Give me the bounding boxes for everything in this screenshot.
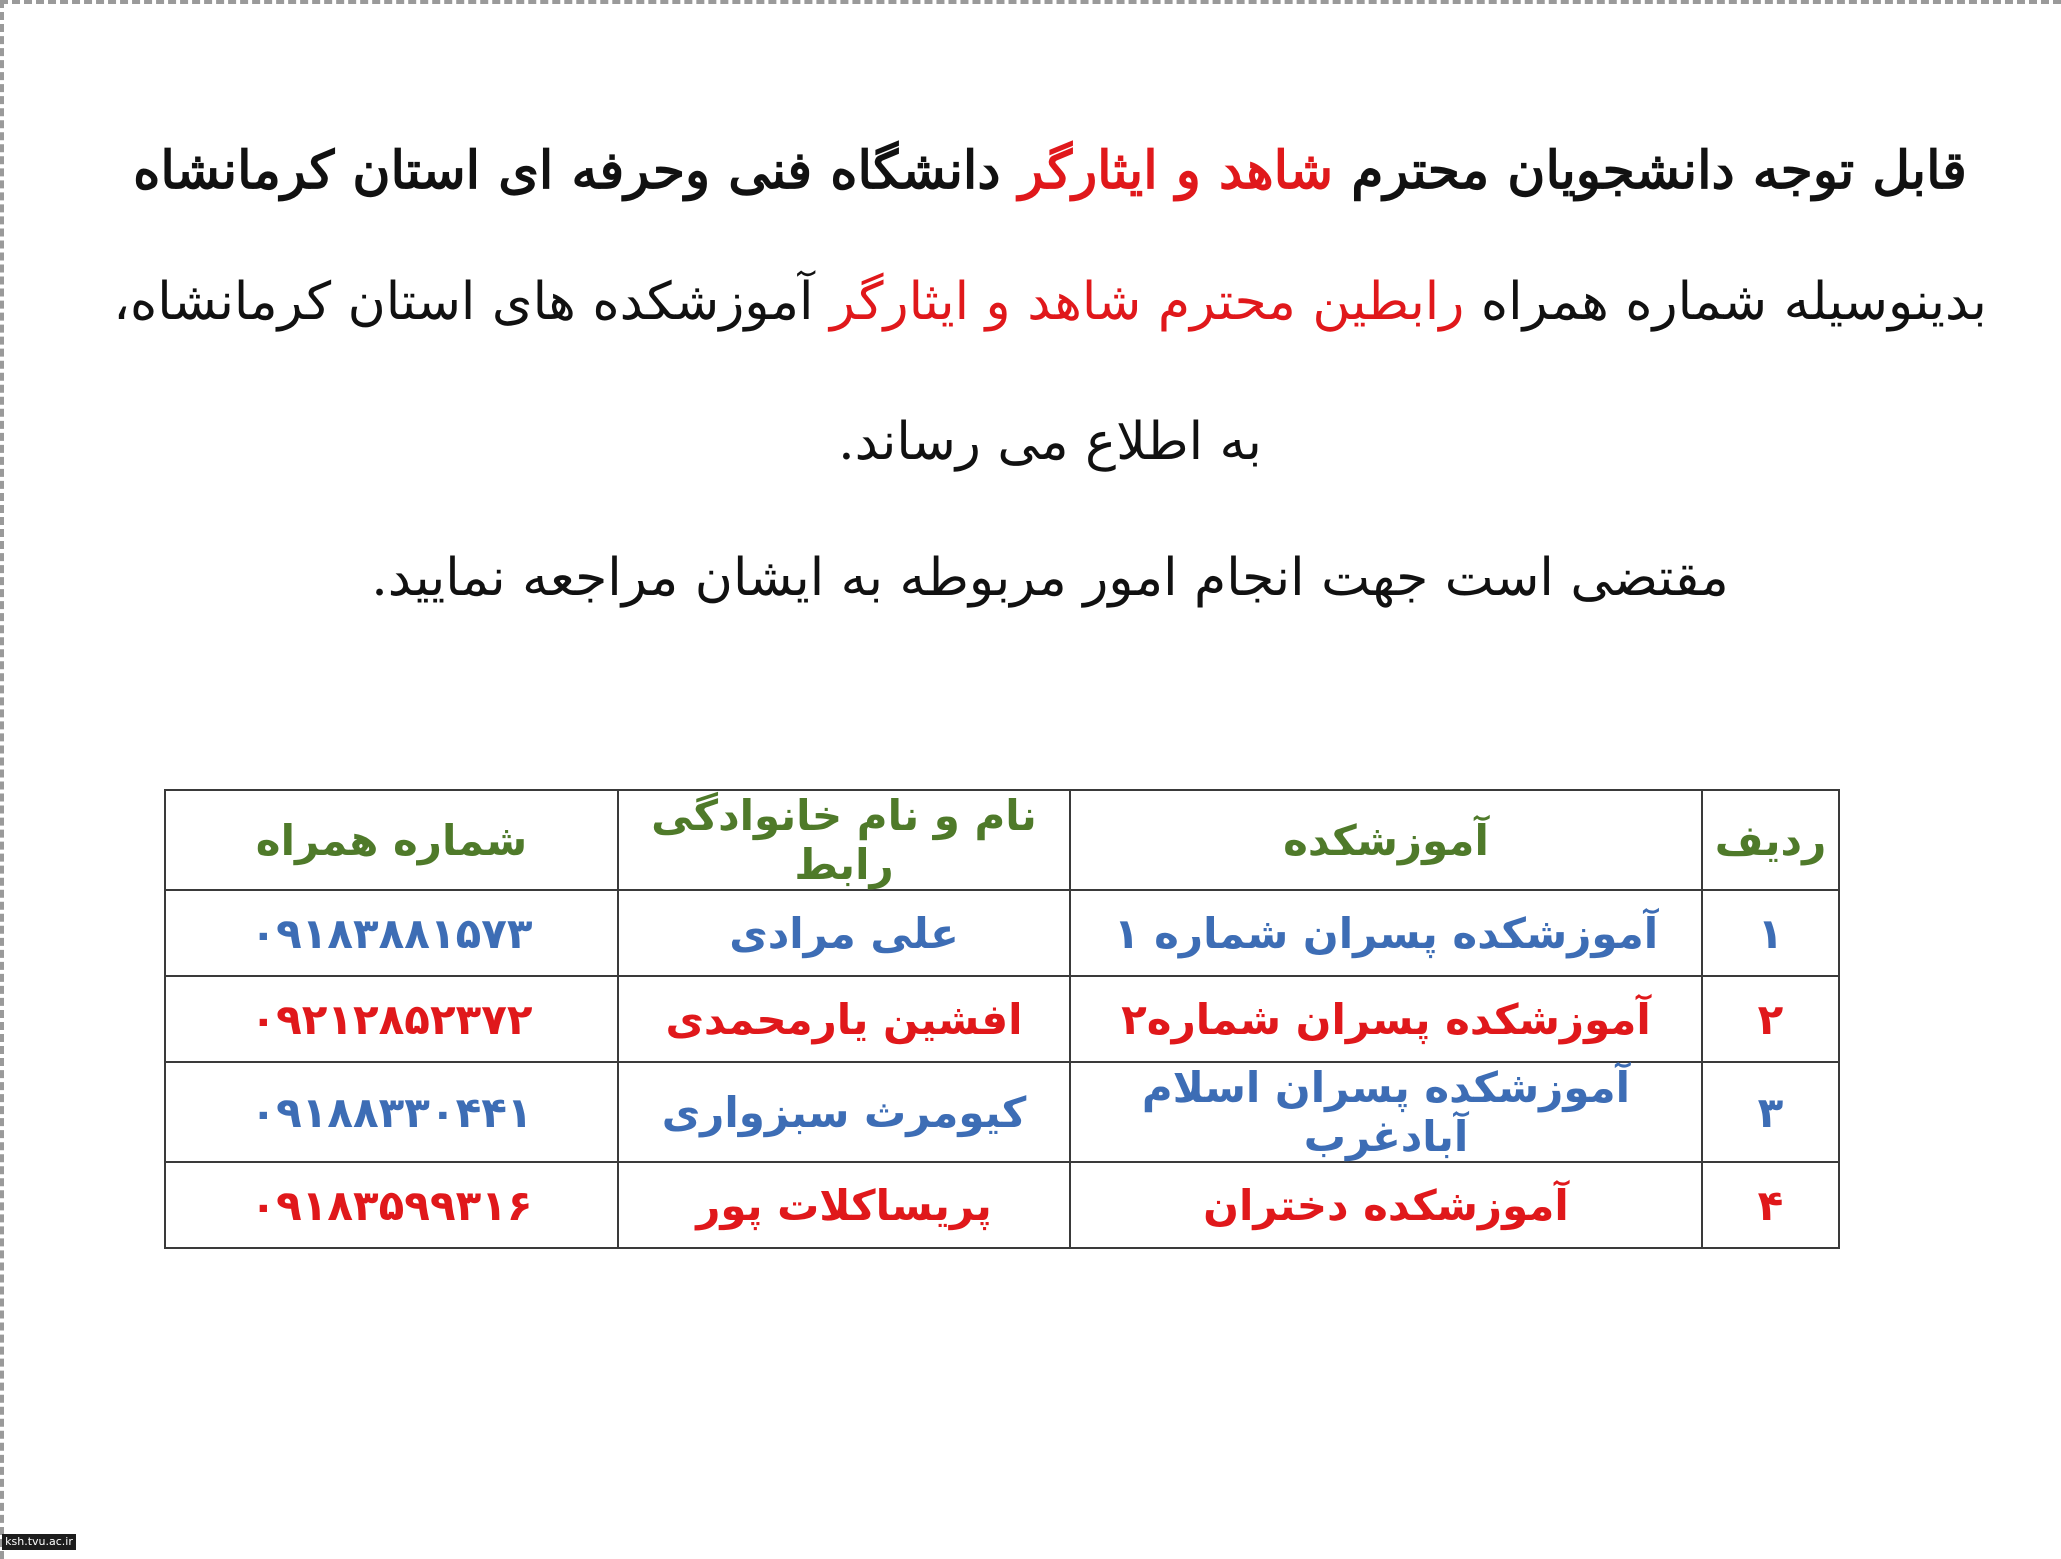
school-cell: آموزشکده دختران [1070,1162,1702,1248]
line2-highlight: رابطین محترم شاهد و ایثارگر [830,272,1465,332]
table-row [165,1162,1839,1248]
header-name: نام و نام خانوادگی رابط [618,790,1070,890]
phone-cell: ۰۹۱۸۳۸۸۱۵۷۳ [165,890,618,976]
name-cell: کیومرث سبزواری [618,1062,1070,1162]
site-watermark: ksh.tvu.ac.ir [2,1534,76,1550]
table-row [165,890,1839,976]
line1-highlight: شاهد و ایثارگر [1018,140,1334,201]
line1-text-b: دانشگاه فنی وحرفه ای استان کرمانشاه [133,140,1019,201]
announcement-line-2 [70,272,2030,332]
header-row-no: ردیف [1702,790,1839,890]
name-cell: علی مرادی [618,890,1070,976]
row-number: ۴ [1702,1162,1839,1248]
name-cell: پریساکلات پور [618,1162,1070,1248]
school-cell: آموزشکده پسران شماره ۱ [1070,890,1702,976]
announcement-line-4: مقتضی است جهت انجام امور مربوطه به ایشان مراجعه نمایید. [371,548,1729,608]
phone-cell: ۰۹۲۱۲۸۵۲۳۷۲ [165,976,618,1062]
name-cell: افشین یارمحمدی [618,976,1070,1062]
header-phone: شماره همراه [165,790,618,890]
phone-cell: ۰۹۱۸۸۳۳۰۴۴۱ [165,1062,618,1162]
row-number: ۲ [1702,976,1839,1062]
row-number: ۳ [1702,1062,1839,1162]
header-school: آموزشکده [1070,790,1702,890]
table-row [165,1062,1839,1162]
school-cell: آموزشکده پسران اسلام آبادغرب [1070,1062,1702,1162]
table-row [165,976,1839,1062]
phone-cell: ۰۹۱۸۳۵۹۹۳۱۶ [165,1162,618,1248]
liaison-table [164,789,1840,1249]
table-header-row [165,790,1839,890]
announcement-line-3: به اطلاع می رساند. [838,412,1262,472]
school-cell: آموزشکده پسران شماره۲ [1070,976,1702,1062]
line1-text-a: قابل توجه دانشجویان محترم [1333,140,1967,201]
announcement-line-1 [70,140,2030,201]
line2-text-b: آموزشکده های استان کرمانشاه، [113,272,831,332]
row-number: ۱ [1702,890,1839,976]
line2-text-a: بدینوسیله شماره همراه [1464,272,1987,332]
